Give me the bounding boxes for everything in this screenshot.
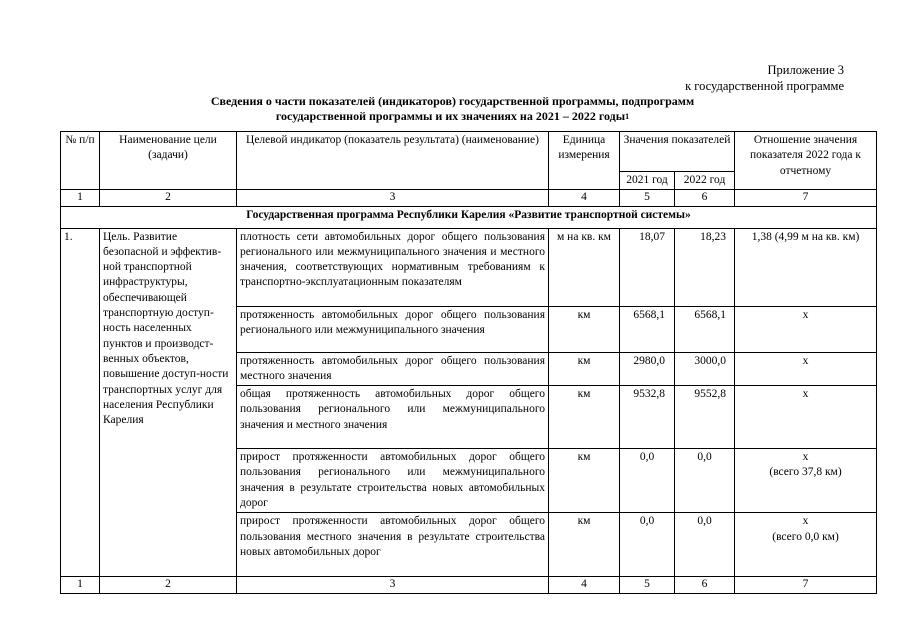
value-2022-cell: 6568,1: [675, 306, 735, 352]
header-goal: Наименование цели (задачи): [100, 132, 237, 190]
header-row: [61, 132, 877, 172]
col-index-7: 7: [735, 190, 877, 206]
unit-cell: км: [549, 306, 620, 352]
ratio-cell: х: [735, 386, 877, 449]
ratio-cell: х: [735, 352, 877, 386]
document-title-line-2: [0, 109, 905, 124]
footnote-mark: 1: [625, 112, 630, 121]
goal-cell: Цель. Развитие безопасной и эффектив-ной транспортной инфраструктуры, обеспечивающей транспортную доступ-ность населенных пунктов и производст-венных объектов, повышение доступ-ности транспортных услуг для населения Республики Карелия: [100, 228, 237, 577]
ratio-value: х: [802, 515, 809, 528]
ratio-cell: 1,38 (4,99 м на кв. км): [735, 228, 877, 306]
indicator-cell: плотность сети автомобильных дорог общего пользования регионального или межмуниципального значения и местного значения, соответствующих нормативным требованиям к транспортно-эксплуатационным показателям: [237, 228, 549, 306]
ratio-value: х: [802, 451, 809, 464]
header-indicator: Целевой индикатор (показатель результата) (наименование): [237, 132, 549, 190]
col-index-5: 5: [620, 190, 675, 206]
section-row: [61, 206, 877, 228]
ratio-cell: [735, 449, 877, 513]
col-index-4: 4: [549, 190, 620, 206]
indicator-cell: прирост протяженности автомобильных дорог общего пользования местного значения в результате строительства новых автомобильных дорог: [237, 513, 549, 577]
value-2021-cell: 2980,0: [620, 352, 675, 386]
document-title-text: государственной программы и их значениях на 2021 – 2022 годы: [275, 109, 626, 123]
col-index-6: 6: [675, 577, 735, 593]
ratio-note: (всего 37,8 км): [769, 466, 842, 479]
col-index-4: 4: [549, 577, 620, 593]
col-index-3: 3: [237, 190, 549, 206]
value-2021-cell: 18,07: [620, 228, 675, 306]
value-2021-cell: 0,0: [620, 449, 675, 513]
value-2021-cell: 9532,8: [620, 386, 675, 449]
indicator-cell: общая протяженность автомобильных дорог общего пользования регионального или межмуниципального значения и местного значения: [237, 386, 549, 449]
indicators-table: [60, 131, 877, 594]
unit-cell: км: [549, 513, 620, 577]
header-ratio: Отношение значения показателя 2022 года к отчетному: [735, 132, 877, 190]
appendix-label: Приложение 3: [767, 63, 844, 77]
header-year-2021: 2021 год: [620, 172, 675, 190]
row-number: 1.: [61, 228, 100, 577]
appendix-reference: к государственной программе: [685, 79, 844, 93]
value-2022-cell: 3000,0: [675, 352, 735, 386]
unit-cell: км: [549, 449, 620, 513]
value-2022-cell: 0,0: [675, 513, 735, 577]
col-index-2: 2: [100, 190, 237, 206]
col-index-3: 3: [237, 577, 549, 593]
col-index-1: 1: [61, 577, 100, 593]
value-2022-cell: 18,23: [675, 228, 735, 306]
col-index-7: 7: [735, 577, 877, 593]
ratio-cell: [735, 513, 877, 577]
indicator-cell: прирост протяженности автомобильных дорог общего пользования регионального или межмуниципального значения в результате строительства новых автомобильных дорог: [237, 449, 549, 513]
section-title: Государственная программа Республики Карелия «Развитие транспортной системы»: [61, 206, 877, 228]
ratio-cell: х: [735, 306, 877, 352]
col-index-6: 6: [675, 190, 735, 206]
value-2022-cell: 9552,8: [675, 386, 735, 449]
header-year-2022: 2022 год: [675, 172, 735, 190]
value-2022-cell: 0,0: [675, 449, 735, 513]
col-index-5: 5: [620, 577, 675, 593]
header-num: № п/п: [61, 132, 100, 190]
ratio-note: (всего 0,0 км): [772, 530, 839, 543]
unit-cell: м на кв. км: [549, 228, 620, 306]
header-values: Значения показателей: [620, 132, 735, 172]
column-index-row: [61, 190, 877, 206]
column-index-row-footer: [61, 577, 877, 593]
unit-cell: км: [549, 352, 620, 386]
header-unit: Единица измерения: [549, 132, 620, 190]
table-row: [61, 228, 877, 306]
document-title-line-1: Сведения о части показателей (индикаторов) государственной программы, подпрограмм: [210, 94, 695, 108]
value-2021-cell: 0,0: [620, 513, 675, 577]
col-index-2: 2: [100, 577, 237, 593]
unit-cell: км: [549, 386, 620, 449]
col-index-1: 1: [61, 190, 100, 206]
indicator-cell: протяженность автомобильных дорог общего пользования местного значения: [237, 352, 549, 386]
indicator-cell: протяженность автомобильных дорог общего пользования регионального или межмуниципального значения: [237, 306, 549, 352]
value-2021-cell: 6568,1: [620, 306, 675, 352]
